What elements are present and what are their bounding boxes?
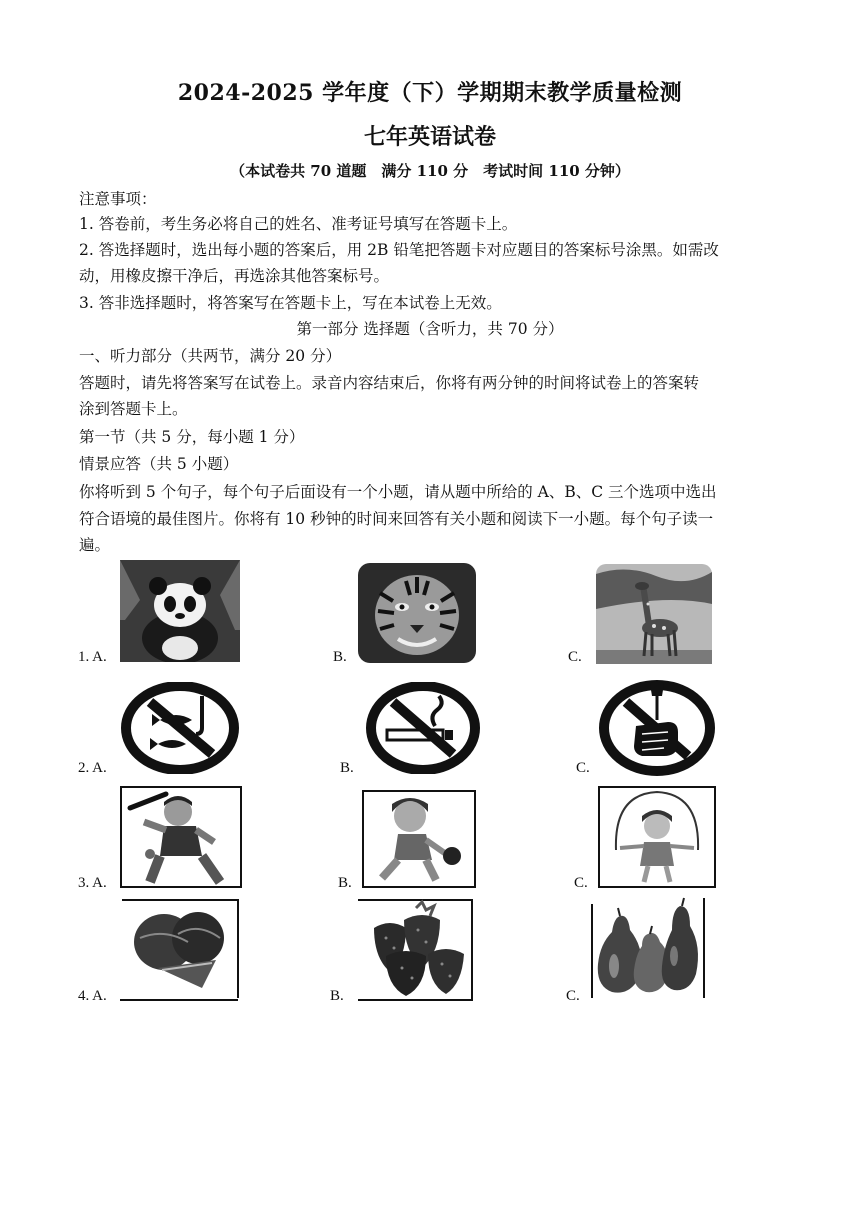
- q1-label-a: 1. A.: [78, 649, 107, 665]
- listening-desc-line-2: 涂到答题卡上。: [79, 400, 188, 418]
- panda-image[interactable]: [120, 560, 240, 662]
- note-item-2-line-2: 动，用橡皮擦干净后，再选涂其他答案标号。: [79, 267, 390, 285]
- exam-title: 2024-2025 学年度（下）学期期末教学质量检测: [177, 80, 683, 106]
- listening-desc-line-1: 答题时，请先将答案写在试卷上。录音内容结束后，你将有两分钟的时间将试卷上的答案转: [79, 374, 700, 392]
- section1-desc-line-2: 符合语境的最佳图片。你将有 10 秒钟的时间来回答有关小题和阅读下一小题。每个句子读一: [79, 510, 714, 528]
- q2-label-b: B.: [340, 760, 354, 776]
- girl-jumping-rope-image[interactable]: [598, 786, 716, 888]
- q4-label-b: B.: [330, 988, 344, 1004]
- q1-label-b: B.: [333, 649, 347, 665]
- note-item-3: 3. 答非选择题时，将答案写在答题卡上，写在本试卷上无效。: [79, 294, 502, 312]
- watermelon-image[interactable]: [120, 898, 240, 1002]
- giraffe-image[interactable]: [596, 564, 712, 664]
- q4-label-c: C.: [566, 988, 580, 1004]
- no-picking-flowers-sign-image[interactable]: [598, 676, 716, 776]
- listening-heading: 一、听力部分（共两节，满分 20 分）: [79, 347, 342, 365]
- tiger-image[interactable]: [358, 563, 476, 663]
- notes-heading: 注意事项：: [79, 190, 157, 208]
- section1-type: 情景应答（共 5 小题）: [79, 455, 239, 473]
- strawberries-image[interactable]: [356, 898, 474, 1002]
- note-item-2-line-1: 2. 答选择题时，选出每小题的答案后，用 2B 铅笔把答题卡对应题目的答案标号涂黑。如需改: [79, 241, 719, 259]
- q3-label-a: 3. A.: [78, 875, 107, 891]
- section1-desc-line-3: 遍。: [79, 536, 111, 554]
- q3-label-b: B.: [338, 875, 352, 891]
- no-fishing-sign-image[interactable]: [120, 682, 240, 774]
- girl-playing-ball-image[interactable]: [362, 790, 476, 888]
- q4-label-a: 4. A.: [78, 988, 107, 1004]
- part1-heading: 第一部分 选择题（含听力，共 70 分）: [296, 320, 564, 338]
- q2-label-a: 2. A.: [78, 760, 107, 776]
- exam-subtitle: 七年英语试卷: [363, 124, 496, 150]
- section1-desc-line-1: 你将听到 5 个句子，每个句子后面设有一个小题，请从题中所给的 A、B、C 三个选项中选出: [79, 483, 717, 501]
- section1-heading: 第一节（共 5 分，每小题 1 分）: [79, 428, 305, 446]
- exam-info: （本试卷共 70 道题 满分 110 分 考试时间 110 分钟）: [230, 162, 630, 180]
- note-item-1: 1. 答卷前，考生务必将自己的姓名、准考证号填写在答题卡上。: [79, 215, 518, 233]
- q1-label-c: C.: [568, 649, 582, 665]
- boy-playing-baseball-image[interactable]: [120, 786, 242, 888]
- q2-label-c: C.: [576, 760, 590, 776]
- no-smoking-sign-image[interactable]: [365, 682, 481, 774]
- pears-image[interactable]: [590, 896, 706, 1002]
- q3-label-c: C.: [574, 875, 588, 891]
